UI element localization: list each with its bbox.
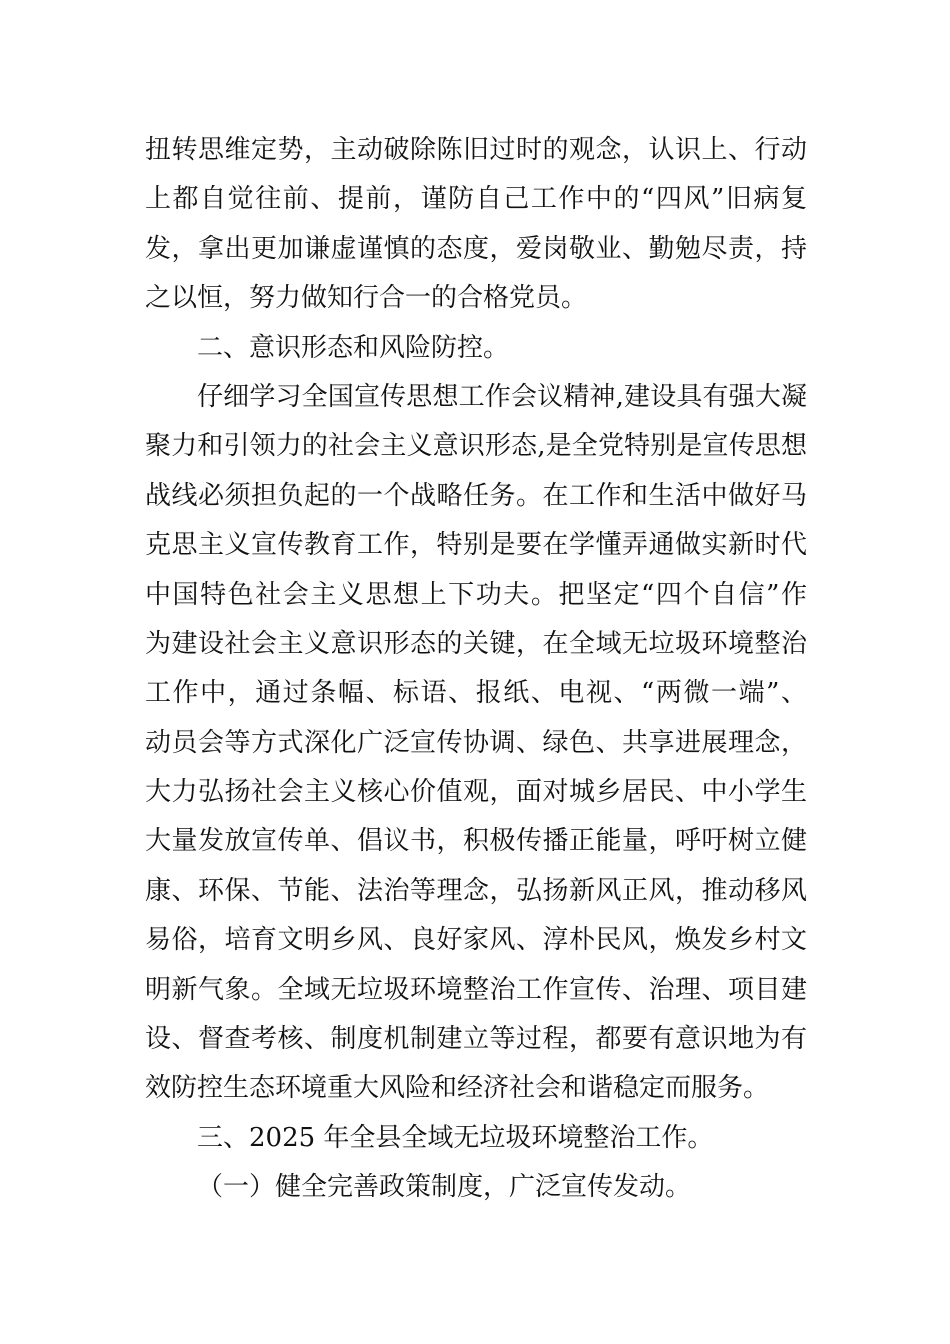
paragraph-line: 战线必须担负起的一个战略任务。在工作和生活中做好马 — [145, 480, 807, 511]
paragraph-line: 明新气象。全域无垃圾环境整治工作宣传、治理、项目建 — [145, 974, 807, 1005]
paragraph-line: 发，拿出更加谦虚谨慎的态度，爱岗敬业、勤勉尽责，持 — [145, 233, 807, 264]
paragraph-line: 克思主义宣传教育工作，特别是要在学懂弄通做实新时代 — [145, 530, 807, 561]
paragraph-line: 大力弘扬社会主义核心价值观，面对城乡居民、中小学生 — [145, 777, 807, 808]
paragraph-line: 聚力和引领力的社会主义意识形态,是全党特别是宣传思想 — [145, 431, 807, 462]
paragraph-line: 中国特色社会主义思想上下功夫。把坚定“四个自信”作 — [145, 579, 807, 610]
paragraph-line: 康、环保、节能、法治等理念，弘扬新风正风，推动移风 — [145, 875, 807, 906]
paragraph-line: 扭转思维定势，主动破除陈旧过时的观念，认识上、行动 — [145, 135, 807, 165]
paragraph-line: 大量发放宣传单、倡议书，积极传播正能量，呼吁树立健 — [145, 826, 807, 857]
paragraph-line: 易俗，培育文明乡风、良好家风、淳朴民风，焕发乡村文 — [145, 925, 807, 956]
paragraph-line: 上都自觉往前、提前，谨防自己工作中的“四风”旧病复 — [145, 184, 807, 215]
paragraph-line: 效防控生态环境重大风险和经济社会和谐稳定而服务。 — [145, 1073, 770, 1104]
document-body — [145, 126, 807, 1213]
section-heading-3: 三、2025 年全县全域无垃圾环境整治工作。 — [197, 1122, 714, 1153]
paragraph-line: 设、督查考核、制度机制建立等过程，都要有意识地为有 — [145, 1024, 807, 1055]
paragraph-line: 之以恒，努力做知行合一的合格党员。 — [145, 283, 588, 314]
paragraph-line: 为建设社会主义意识形态的关键，在全域无垃圾环境整治 — [145, 628, 807, 659]
subsection-heading-3-1: （一）健全完善政策制度，广泛宣传发动。 — [197, 1172, 692, 1203]
paragraph-line: 工作中，通过条幅、标语、报纸、电视、“两微一端”、 — [145, 678, 807, 709]
paragraph-line: 动员会等方式深化广泛宣传协调、绿色、共享进展理念， — [145, 727, 807, 758]
paragraph-line: 仔细学习全国宣传思想工作会议精神,建设具有强大凝 — [197, 381, 807, 412]
section-heading-2: 二、意识形态和风险防控。 — [197, 332, 510, 363]
